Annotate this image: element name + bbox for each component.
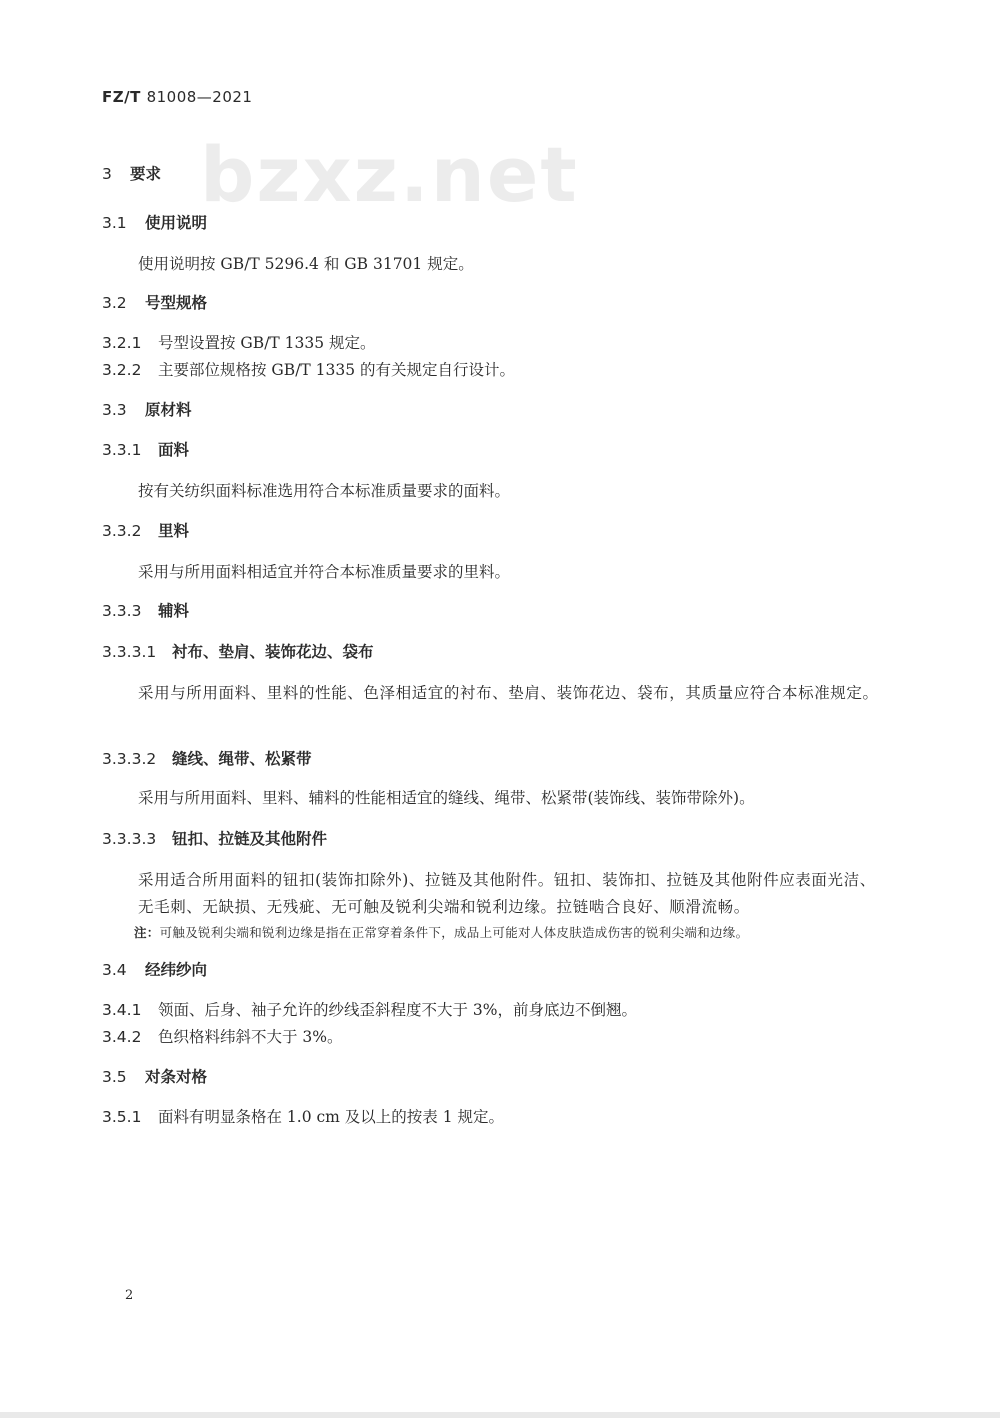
section-number: 3.4.2 bbox=[102, 1028, 142, 1046]
section-title: 原材料 bbox=[145, 401, 192, 419]
section-number: 3.2.2 bbox=[102, 361, 142, 379]
heading-3-3-2 bbox=[102, 520, 189, 542]
section-title: 缝线、绳带、松紧带 bbox=[172, 750, 312, 768]
section-number: 3.1 bbox=[102, 214, 127, 232]
clause-text: 色织格料纬斜不大于 3%。 bbox=[158, 1028, 343, 1046]
section-number: 3.5 bbox=[102, 1068, 127, 1086]
page-bottom-edge bbox=[0, 1412, 1000, 1418]
paragraph-3-3-3-1: 采用与所用面料、里料的性能、色泽相适宜的衬布、垫肩、装饰花边、袋布，其质量应符合本标准规定。 bbox=[138, 684, 879, 702]
paragraph-3-3-2: 采用与所用面料相适宜并符合本标准质量要求的里料。 bbox=[138, 563, 511, 581]
paragraph-3-3-3-3: 采用适合所用面料的钮扣(装饰扣除外)、拉链及其他附件。钮扣、装饰扣、拉链及其他附件应表面光洁、无毛刺、无缺损、无残疵、无可触及锐利尖端和锐利边缘。拉链啮合良好、顺滑流畅。 bbox=[138, 871, 876, 916]
clause-text: 主要部位规格按 GB/T 1335 的有关规定自行设计。 bbox=[158, 361, 516, 379]
section-title: 面料 bbox=[158, 441, 190, 459]
section-number: 3.3.3.3 bbox=[102, 830, 157, 848]
section-number: 3.3.3.1 bbox=[102, 643, 157, 661]
section-title: 辅料 bbox=[158, 602, 190, 620]
heading-3-3-3-2 bbox=[102, 748, 312, 770]
clause-3-4-1 bbox=[102, 999, 637, 1021]
section-title: 钮扣、拉链及其他附件 bbox=[172, 830, 328, 848]
section-number: 3.3.1 bbox=[102, 441, 142, 459]
heading-3-3-3-1 bbox=[102, 641, 374, 663]
heading-3-3-3 bbox=[102, 600, 189, 622]
heading-3-3-3-3 bbox=[102, 828, 327, 850]
section-number: 3.4 bbox=[102, 961, 127, 979]
page-number: 2 bbox=[125, 1288, 134, 1303]
section-title: 衬布、垫肩、装饰花边、袋布 bbox=[172, 643, 374, 661]
paragraph-3-3-3-2: 采用与所用面料、里料、辅料的性能相适宜的缝线、绳带、松紧带(装饰线、装饰带除外)。 bbox=[138, 789, 755, 807]
heading-3-5 bbox=[102, 1066, 207, 1088]
section-number: 3 bbox=[102, 165, 112, 183]
section-number: 3.4.1 bbox=[102, 1001, 142, 1019]
standard-number: 81008—2021 bbox=[146, 88, 253, 106]
heading-3-2 bbox=[102, 292, 207, 314]
section-number: 3.5.1 bbox=[102, 1108, 142, 1126]
note-text: 可触及锐利尖端和锐利边缘是指在正常穿着条件下，成品上可能对人体皮肤造成伤害的锐利尖端和边缘。 bbox=[159, 925, 749, 940]
section-number: 3.2.1 bbox=[102, 334, 142, 352]
section-title: 使用说明 bbox=[145, 214, 208, 232]
paragraph-3-3-1: 按有关纺织面料标准选用符合本标准质量要求的面料。 bbox=[138, 482, 511, 500]
standard-prefix: FZ/T bbox=[102, 88, 141, 106]
section-title: 里料 bbox=[158, 522, 190, 540]
watermark: bzxz.net bbox=[200, 130, 579, 219]
heading-3-4 bbox=[102, 959, 207, 981]
heading-3-3 bbox=[102, 399, 192, 421]
clause-text: 面料有明显条格在 1.0 cm 及以上的按表 1 规定。 bbox=[158, 1108, 505, 1126]
clause-3-2-2 bbox=[102, 359, 515, 381]
clause-3-5-1 bbox=[102, 1106, 504, 1128]
note bbox=[134, 922, 748, 944]
section-number: 3.3.2 bbox=[102, 522, 142, 540]
heading-3-1 bbox=[102, 212, 207, 234]
clause-3-2-1 bbox=[102, 332, 376, 354]
section-number: 3.3.3 bbox=[102, 602, 142, 620]
clause-text: 领面、后身、袖子允许的纱线歪斜程度不大于 3%，前身底边不倒翘。 bbox=[158, 1001, 638, 1019]
standard-code-header bbox=[102, 88, 252, 106]
section-number: 3.3 bbox=[102, 401, 127, 419]
section-number: 3.3.3.2 bbox=[102, 750, 157, 768]
section-title: 要求 bbox=[130, 165, 162, 183]
paragraph-3-1: 使用说明按 GB/T 5296.4 和 GB 31701 规定。 bbox=[138, 255, 474, 273]
section-title: 对条对格 bbox=[145, 1068, 208, 1086]
clause-text: 号型设置按 GB/T 1335 规定。 bbox=[158, 334, 376, 352]
heading-3-3-1 bbox=[102, 439, 189, 461]
section-title: 号型规格 bbox=[145, 294, 208, 312]
clause-3-4-2 bbox=[102, 1026, 343, 1048]
heading-3 bbox=[102, 163, 161, 185]
note-label: 注： bbox=[134, 925, 160, 940]
section-number: 3.2 bbox=[102, 294, 127, 312]
section-title: 经纬纱向 bbox=[145, 961, 208, 979]
